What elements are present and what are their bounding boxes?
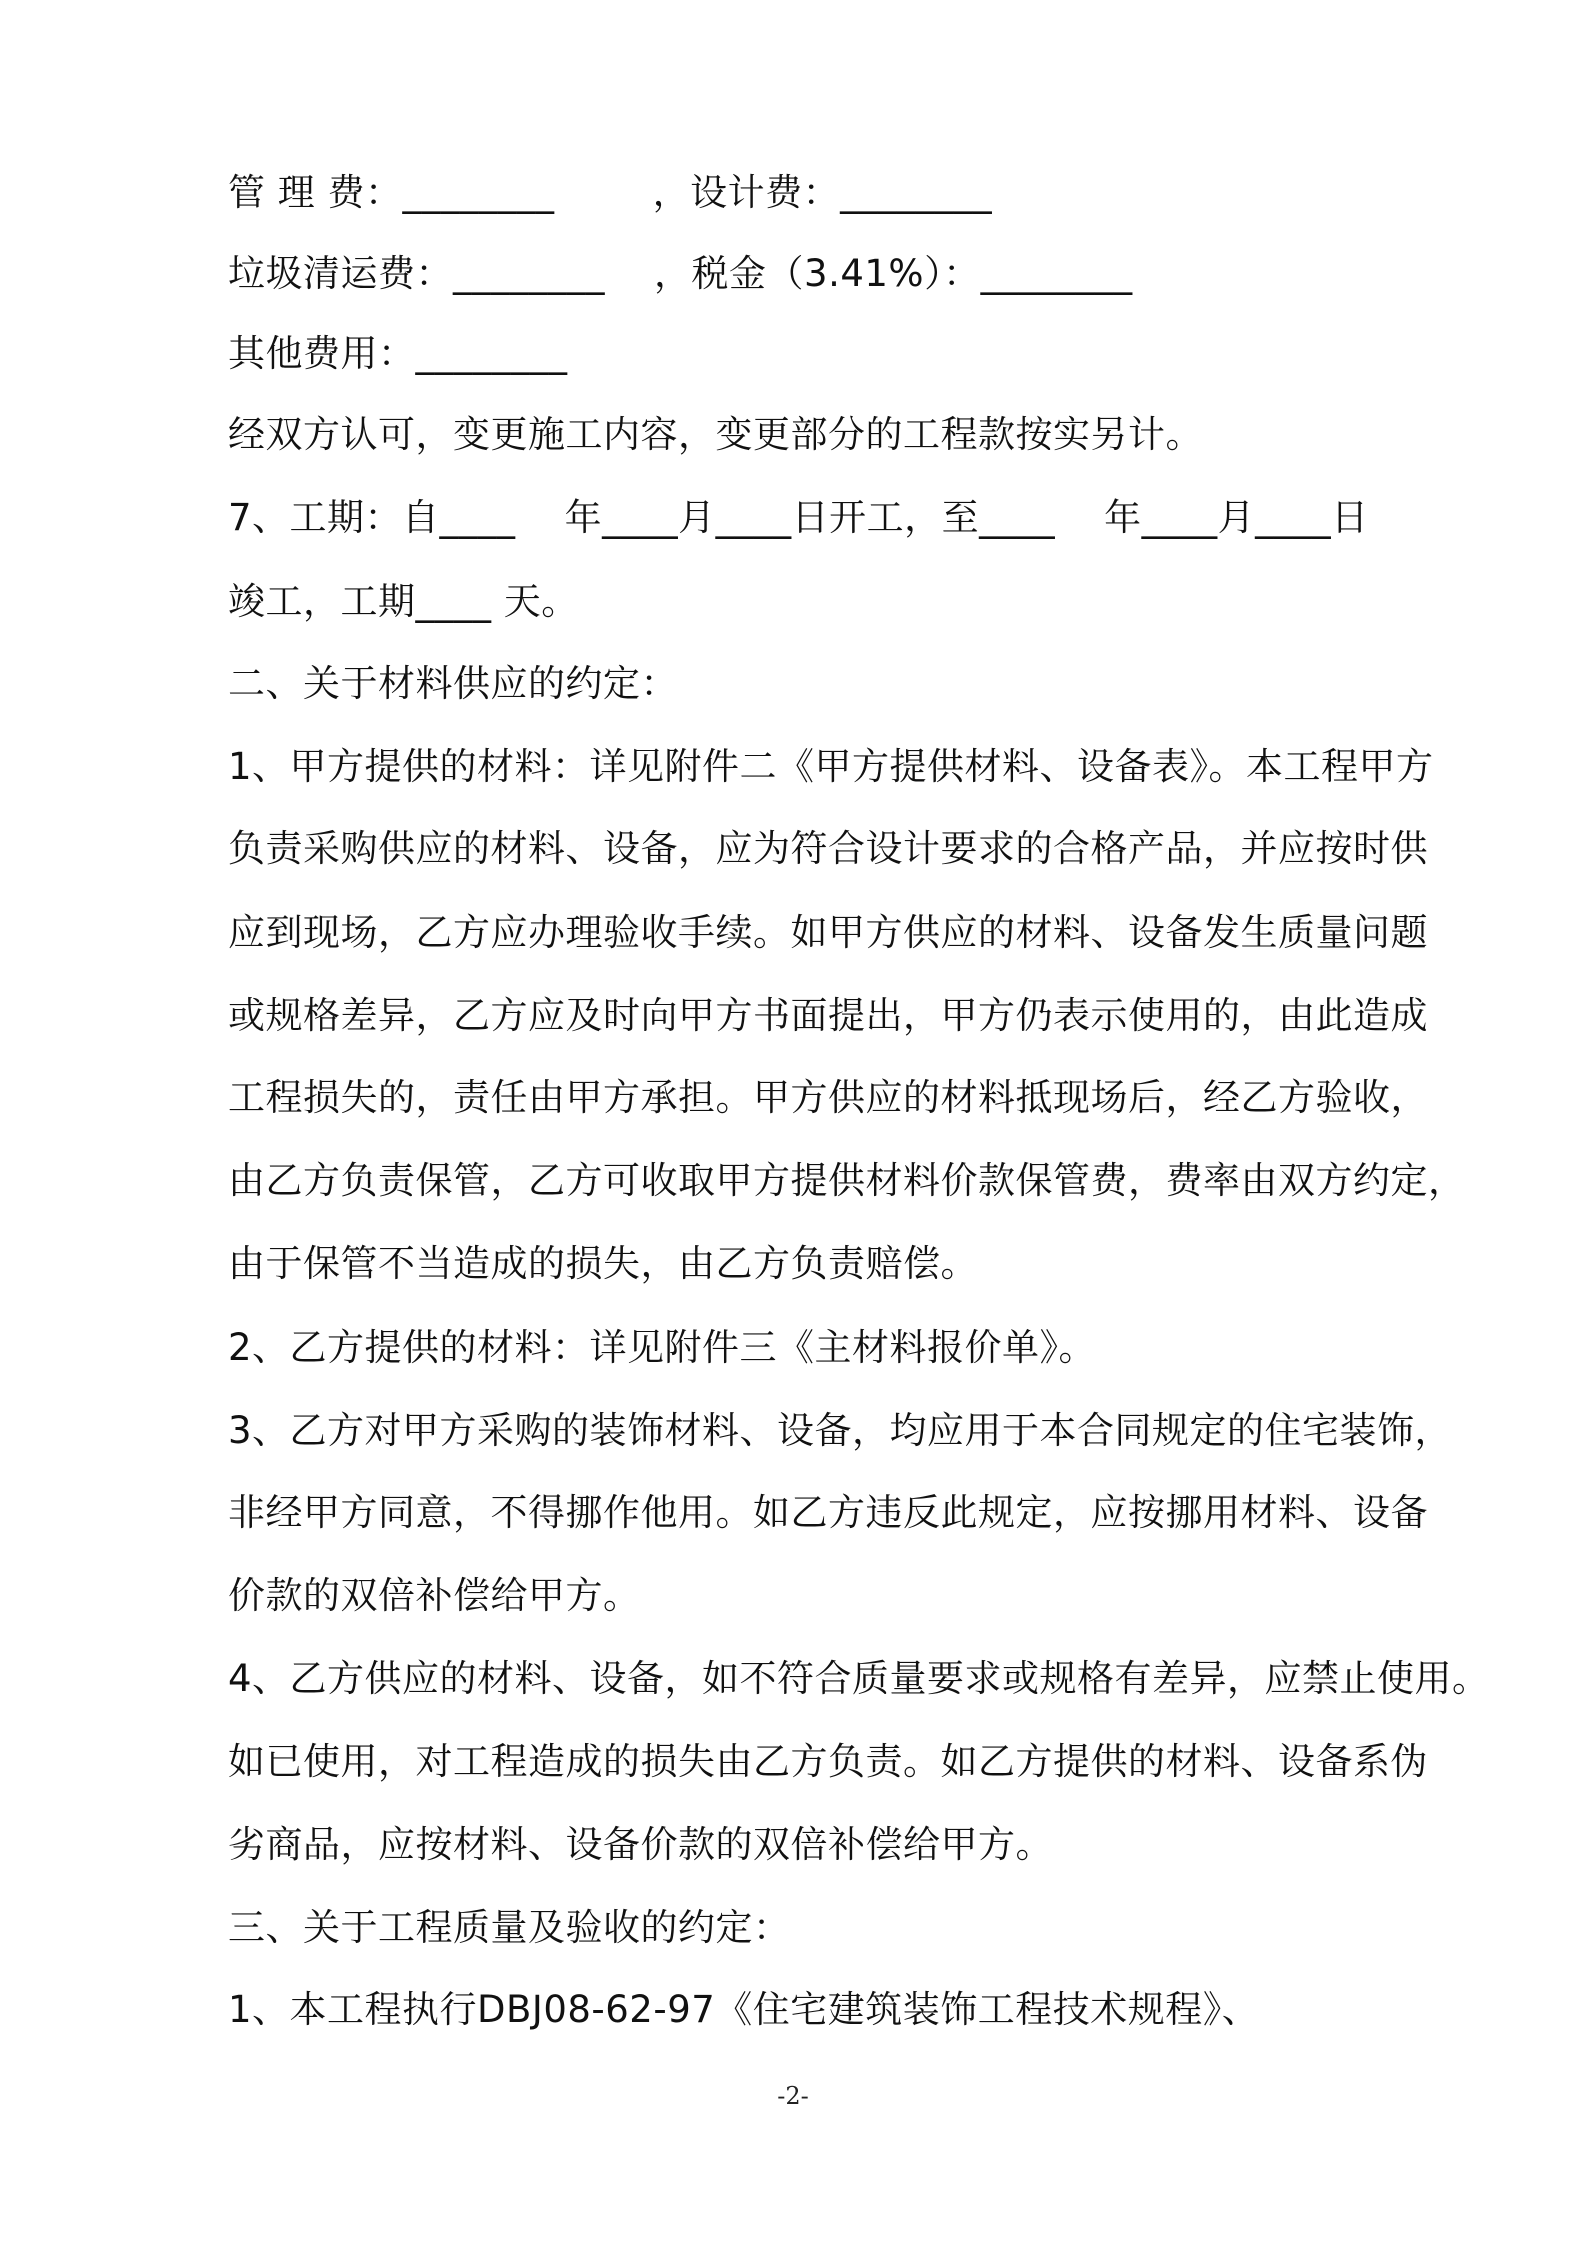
page-number: -2- [777,2082,809,2110]
text-line: 工程损失的，责任由甲方承担。甲方供应的材料抵现场后，经乙方验收， [228,1076,1428,1119]
text-line: 由于保管不当造成的损失，由乙方负责赔偿。 [228,1242,978,1285]
text-line: 垃圾清运费：________ ，税金（3.41%）：________ [228,252,1133,295]
text-line: 7、工期：自____ 年____月____日开工，至____ 年____月____日 [228,496,1369,539]
text-line: 负责采购供应的材料、设备，应为符合设计要求的合格产品，并应按时供 [228,827,1428,870]
section-heading: 二、关于材料供应的约定： [228,662,678,705]
text-line: 管 理 费：________ ，设计费：________ [228,171,993,214]
text-line: 由乙方负责保管，乙方可收取甲方提供材料价款保管费，费率由双方约定， [228,1159,1466,1202]
section-heading: 三、关于工程质量及验收的约定： [228,1906,791,1949]
text-line: 竣工，工期____ 天。 [228,580,579,623]
text-line: 或规格差异，乙方应及时向甲方书面提出，甲方仍表示使用的，由此造成 [228,994,1428,1037]
text-line: 劣商品，应按材料、设备价款的双倍补偿给甲方。 [228,1823,1053,1866]
text-line: 1、甲方提供的材料：详见附件二《甲方提供材料、设备表》。本工程甲方 [228,745,1434,788]
text-line: 应到现场，乙方应办理验收手续。如甲方供应的材料、设备发生质量问题 [228,911,1428,954]
text-line: 4、乙方供应的材料、设备，如不符合质量要求或规格有差异，应禁止使用。 [228,1657,1490,1700]
text-line: 经双方认可，变更施工内容，变更部分的工程款按实另计。 [228,413,1203,456]
text-line: 2、乙方提供的材料：详见附件三《主材料报价单》。 [228,1326,1097,1369]
text-line: 1、本工程执行DBJ08-62-97《住宅建筑装饰工程技术规程》、 [228,1988,1260,2031]
text-line: 非经甲方同意，不得挪作他用。如乙方违反此规定，应按挪用材料、设备 [228,1491,1428,1534]
text-line: 如已使用，对工程造成的损失由乙方负责。如乙方提供的材料、设备系伪 [228,1740,1428,1783]
text-line: 价款的双倍补偿给甲方。 [228,1574,641,1617]
text-line: 3、乙方对甲方采购的装饰材料、设备，均应用于本合同规定的住宅装饰， [228,1409,1453,1452]
text-line: 其他费用：________ [228,332,568,375]
